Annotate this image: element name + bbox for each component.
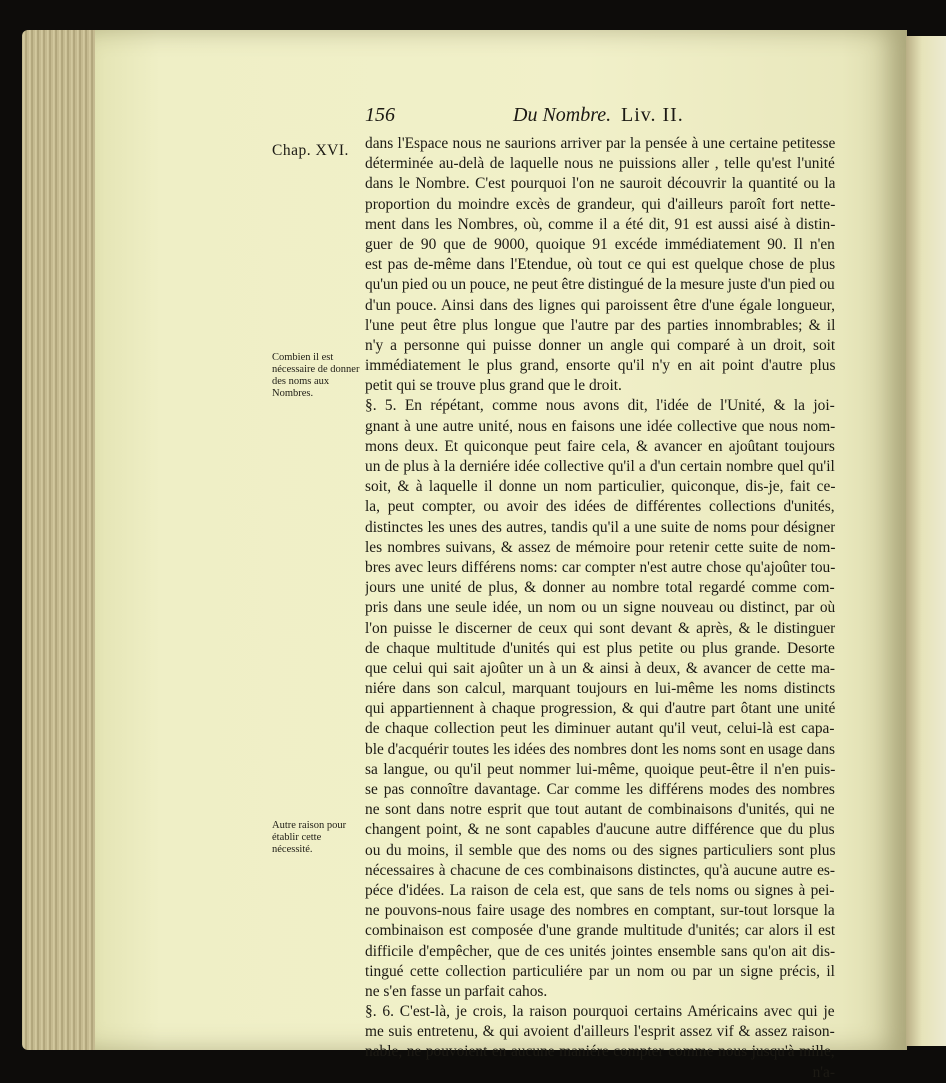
text-line: n'a- <box>812 1063 835 1081</box>
text-line: petit qui se trouve plus grand que le droit. <box>365 377 622 395</box>
text-line: ne sont dans notre esprit que tout autant de combinaisons d'unités, qui ne <box>365 801 835 819</box>
text-line: que celui qui sait ajoûter un à un & ainsi à deux, & avancer de cette ma- <box>365 659 835 677</box>
body-text <box>365 134 835 1083</box>
text-line: déterminée au-delà de laquelle nous ne puissions aller , telle qu'est l'unité <box>365 155 835 173</box>
text-line: soit, & à laquelle il donne un nom particulier, quiconque, dis-je, fait ce- <box>365 478 835 496</box>
text-line: nécessaires à chacune de ces combinaisons distinctes, qu'à aucune autre es- <box>365 861 835 879</box>
text-line: proportion du moindre excès de grandeur, qui d'ailleurs paroît fort nette- <box>365 195 835 213</box>
text-line: §. 5. En répétant, comme nous avons dit, l'idée de l'Unité, & la joi- <box>365 397 835 415</box>
text-line: se pas connoître davantage. Car comme les différens modes des nombres <box>365 781 835 798</box>
text-line: de chaque multitude d'unités qui est plus petite ou plus grande. Desorte <box>365 639 835 657</box>
text-line: nable, ne pouvoient en aucune maniére compter comme nous jusqu'à mille, <box>365 1043 835 1061</box>
text-line: guer de 90 que de 9000, quoique 91 excéde immédiatement 90. Il n'en <box>365 235 835 253</box>
margin-note: Autre raison pour établir cette nécessité. <box>272 820 347 855</box>
text-line: changent point, & ne sont capables d'aucune autre différence que du plus <box>365 821 835 839</box>
text-line: dans l'Espace nous ne saurions arriver par la pensée à une certaine petitesse <box>365 135 835 152</box>
text-line: sa langue, ou qu'il peut nommer lui-même, quoique peut-être il n'en puis- <box>365 760 835 778</box>
running-header <box>365 104 835 130</box>
book-label: Liv. II. <box>621 104 684 126</box>
text-line: ne pouvons-nous faire usage des nombres en comptant, sur-tout lorsque la <box>365 902 835 920</box>
text-line: ne s'en fasse un parfait cahos. <box>365 982 548 1000</box>
text-line: l'une peut être plus longue que l'autre par des parties innombrables; & il <box>365 316 835 334</box>
margin-note: Combien il est nécessaire de donner des noms aux Nombres. <box>272 352 360 399</box>
text-line: gnant à une autre unité, nous en faisons une idée collective que nous nom- <box>365 417 835 435</box>
text-line: bres avec leurs différens noms: car compter n'est autre chose qu'ajoûter tou- <box>365 558 835 576</box>
chapter-label: Chap. XVI. <box>272 142 349 159</box>
text-line: dans le Nombre. C'est pourquoi l'on ne sauroit découvrir la quantité ou la <box>365 175 835 193</box>
text-line: distinctes les unes des autres, tandis qu'il a une suite de noms pour désigner <box>365 518 835 536</box>
text-line: d'un pouce. Ainsi dans des lignes qui paroissent être d'une égale longueur, <box>365 296 835 314</box>
text-line: niére dans son calcul, marquant toujours en lui-même les noms distincts <box>365 680 835 698</box>
text-line: tingué cette collection particuliére par un nom ou par un signe précis, il <box>365 962 835 980</box>
text-line: ment dans les Nombres, où, comme il a été dit, 91 est aussi aisé à distin- <box>365 215 835 233</box>
running-title: Du Nombre. <box>513 104 612 126</box>
text-line: l'on puisse le discerner de ceux qui sont devant & après, & le distinguer <box>365 619 835 637</box>
text-line: est pas de-même dans l'Etendue, où tout ce qui est quelque chose de plus <box>365 256 835 274</box>
page-number: 156 <box>365 104 395 126</box>
text-line: ou du moins, il semble que des noms ou des signes particuliers sont plus <box>365 841 835 859</box>
text-line: §. 6. C'est-là, je crois, la raison pourquoi certains Américains avec qui je <box>365 1003 835 1021</box>
text-line: difficile d'empêcher, que de ces unités jointes ensemble sans qu'on ait dis- <box>365 942 835 960</box>
text-line: les nombres suivans, & assez de mémoire pour retenir cette suite de nom- <box>365 538 835 556</box>
text-line: de chaque collection peut les diminuer autant qu'il veut, celui-là est capa- <box>365 720 835 738</box>
text-line: jours une unité de plus, & donner au nombre total regardé comme com- <box>365 579 835 597</box>
text-line: immédiatement le plus grand, ensorte qu'il n'y en ait point d'autre plus <box>365 357 835 375</box>
text-line: qu'un pied ou un pouce, ne peut être distingué de la mesure juste d'un pied ou <box>365 276 835 294</box>
text-line: mons deux. Et quiconque peut faire cela, & avancer en ajoûtant toujours <box>365 437 835 455</box>
facing-page-edge <box>906 36 946 1046</box>
text-line: combinaison est composée d'une grande multitude d'unités; car alors il est <box>365 922 835 940</box>
text-line: ble d'acquérir toutes les idées des nombres dont les noms sont en usage dans <box>365 740 835 758</box>
text-line: la, peut compter, ou avoir des idées de différentes collections d'unités, <box>365 498 835 516</box>
text-line: n'y a personne qui puisse donner un angle qui comparé à un droit, soit <box>365 336 835 354</box>
text-line: me suis entretenu, & qui avoient d'ailleurs l'esprit assez vif & assez raison- <box>365 1023 835 1041</box>
text-line: péce d'idées. La raison de cela est, que sans de tels noms ou signes à pei- <box>365 881 835 899</box>
text-line: pris dans une seule idée, un nom ou un signe nouveau ou distinct, par où <box>365 599 835 617</box>
text-line: qui appartiennent à chaque progression, & qui d'autre part ôtant une unité <box>365 700 835 718</box>
text-line: un de plus à la derniére idée collective qu'il a d'un certain nombre quel qu'il <box>365 458 835 475</box>
